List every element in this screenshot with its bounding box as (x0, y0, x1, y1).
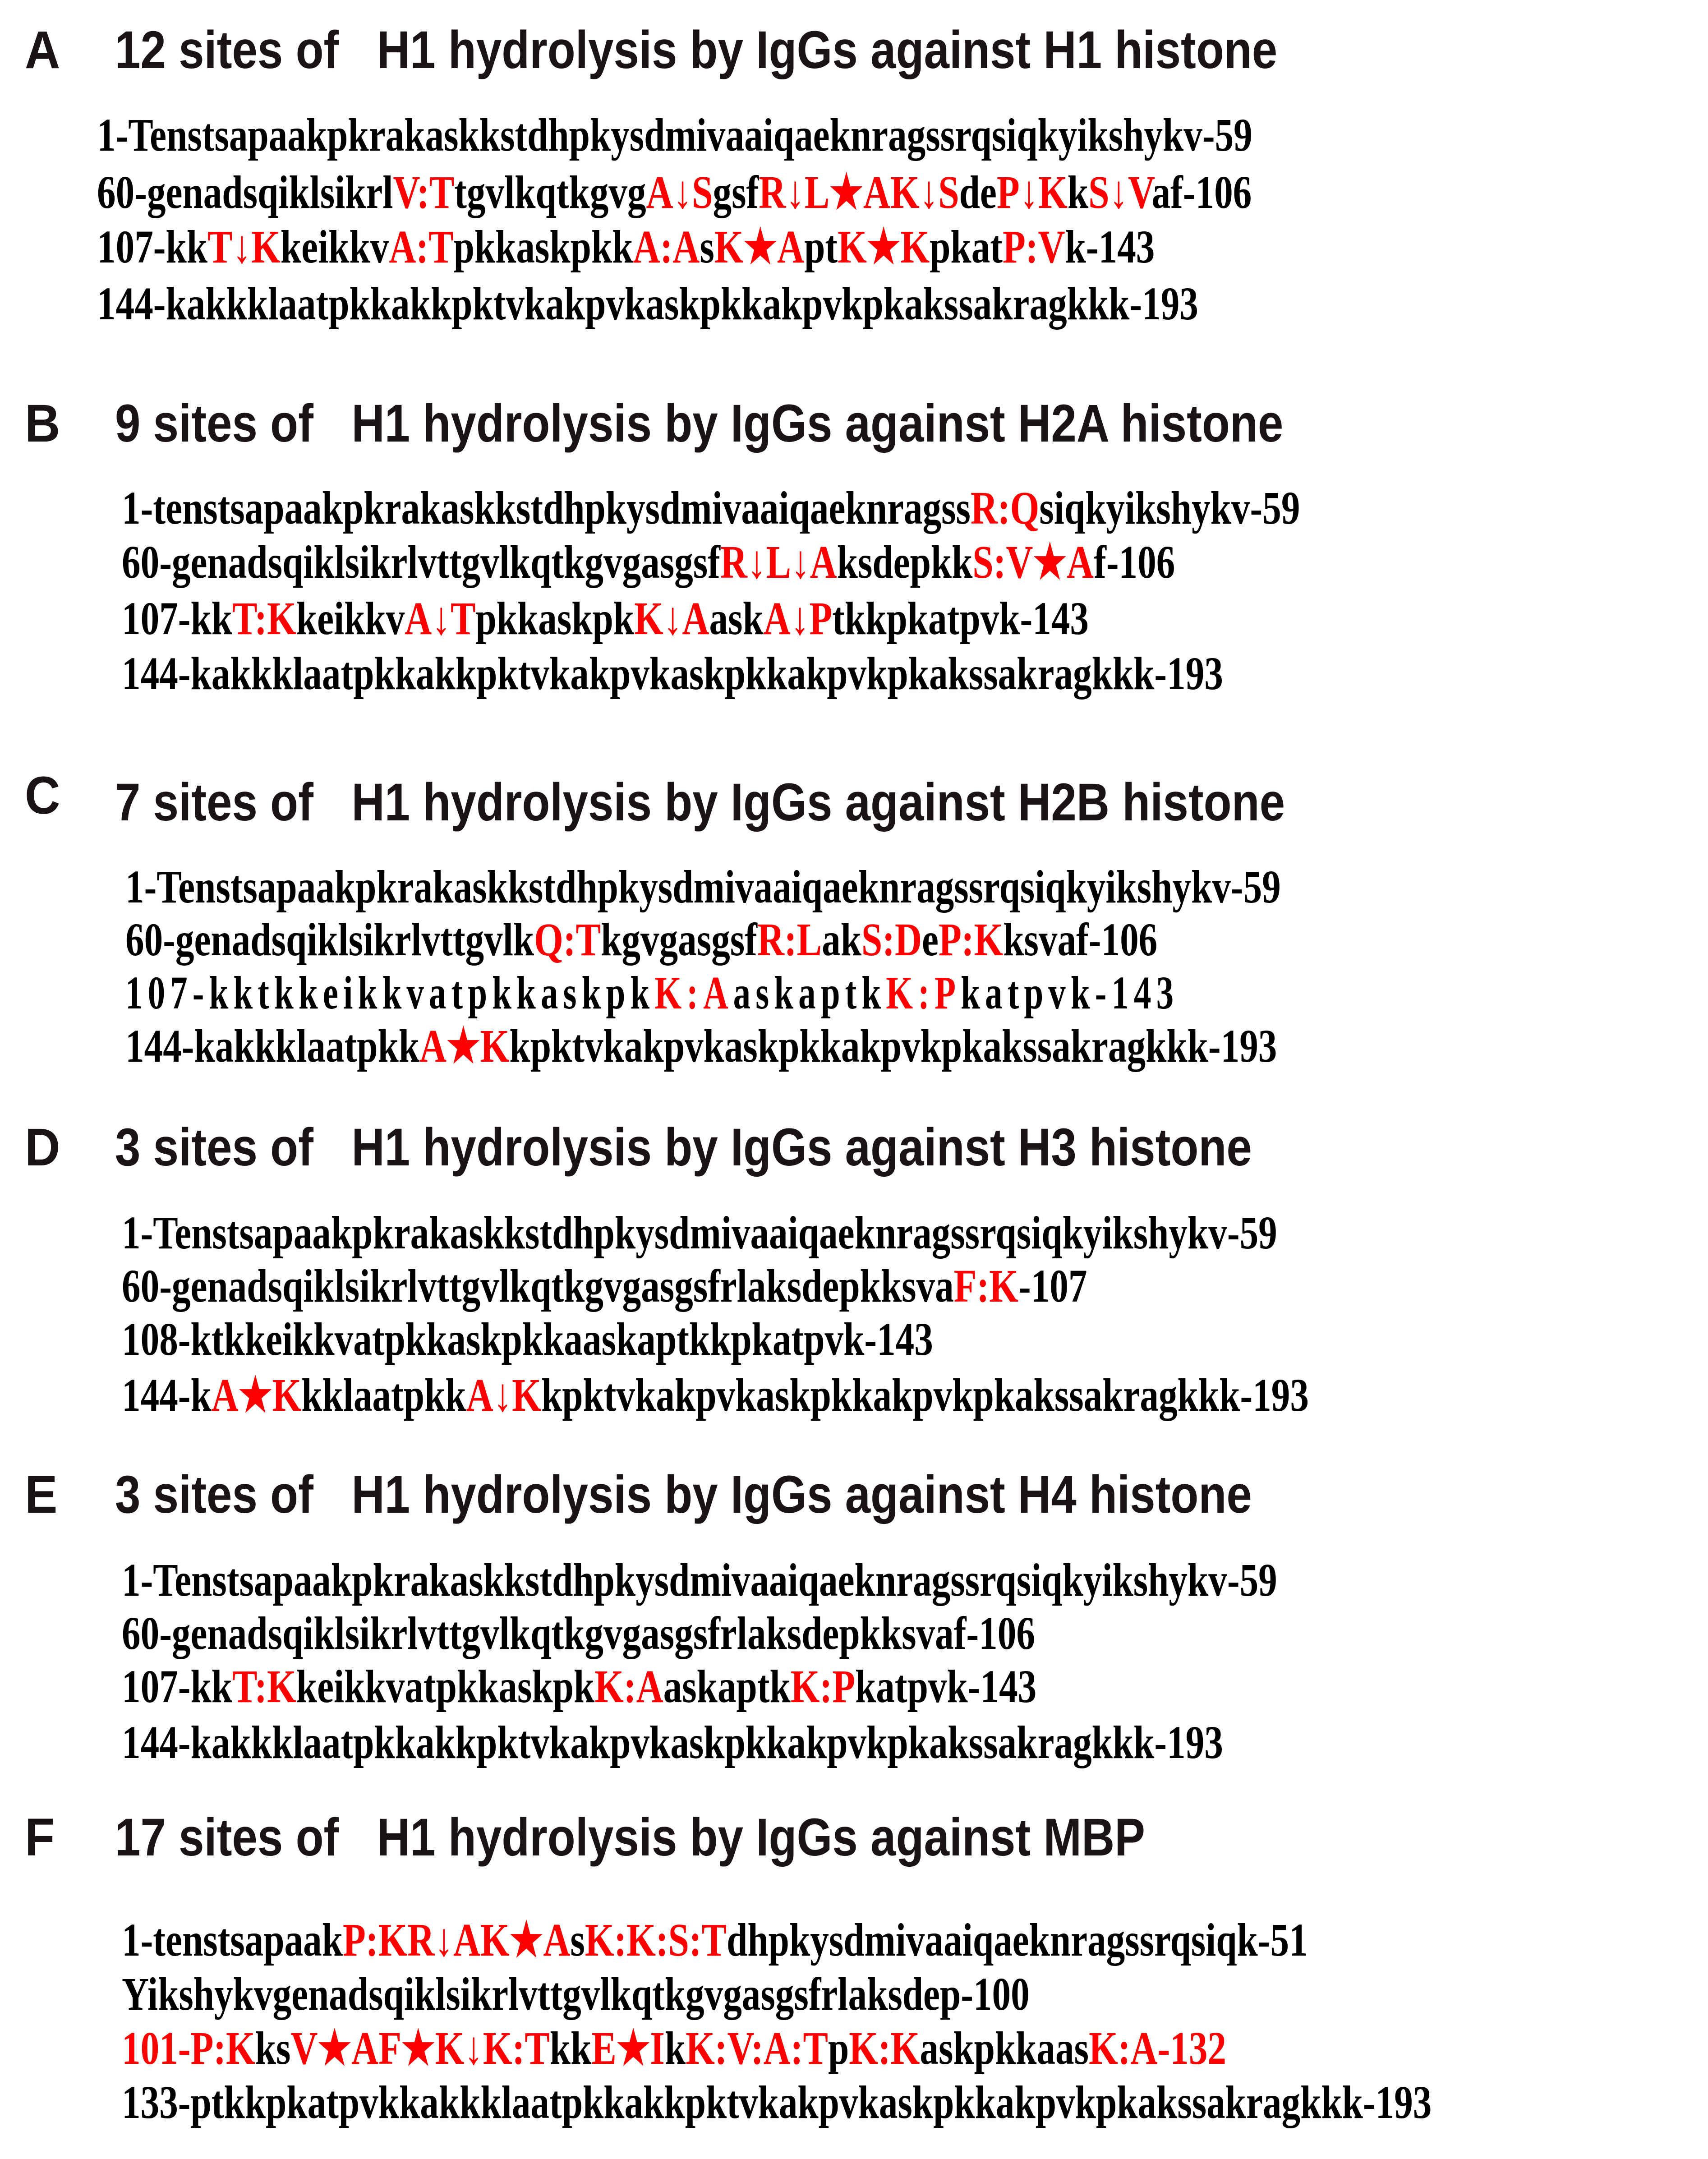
sequence-segment: pt (804, 221, 838, 273)
cleavage-site: R↓L↓A (720, 536, 837, 588)
sequence-segment: siqkyikshykv-59 (1039, 482, 1300, 534)
sequence-segment: ksdepkk (837, 536, 973, 588)
cleavage-site: A↓K (466, 1369, 541, 1421)
cleavage-site: K:P (886, 967, 961, 1019)
sequence-segment: pkkaskpkk (453, 221, 633, 273)
sequence-segment: 60-genadsqiklsikrlvttgvlkqtkgvgasgsfrlaksdepkksva (122, 1260, 954, 1312)
panel-title: 3 sites of H1 hydrolysis by IgGs against H4 histone (115, 1465, 1252, 1524)
sequence-segment: askaptk (733, 967, 886, 1019)
cleavage-site: V★AF★K↓K:T (290, 2022, 550, 2074)
sequence-segment: keikkv (280, 221, 389, 273)
sequence-line (125, 861, 1281, 913)
sequence-segment: s (570, 1914, 585, 1966)
sequence-segment: kpktvkakpvkaskpkkakpvkpkakssakragkkk-193 (509, 1020, 1277, 1072)
sequence-line (122, 1369, 1309, 1421)
sequence-line (122, 1207, 1277, 1259)
sequence-segment: 1-tenstsapaak (122, 1914, 343, 1966)
sequence-segment: pkkaskpk (475, 593, 635, 644)
sequence-segment: 1-Tenstsapaakpkrakaskkstdhpkysdmivaaiqaeknragssrqsiqkyikshykv-59 (97, 109, 1252, 161)
panel-title: 17 sites of H1 hydrolysis by IgGs against MBP (115, 1808, 1145, 1867)
sequence-segment: 144-k (122, 1369, 212, 1421)
cleavage-site: K:A-132 (1089, 2022, 1227, 2074)
sequence-segment: s (700, 221, 714, 273)
sequence-line (122, 2022, 1227, 2074)
cleavage-site: K:A (594, 1661, 663, 1712)
panel-label: F (25, 1808, 55, 1867)
sequence-line (122, 2076, 1432, 2128)
cleavage-site: Q:T (534, 914, 601, 966)
cleavage-site: K★A (714, 221, 805, 273)
sequence-segment: f-106 (1094, 536, 1175, 588)
cleavage-site: K:K:S:T (585, 1914, 727, 1966)
sequence-line (97, 109, 1252, 161)
panel-e (0, 1439, 1708, 1772)
sequence-segment: 60-genadsqiklsikrlvttgvlkqtkgvgasgsfrlaksdepkksvaf-106 (122, 1607, 1035, 1659)
panel-label: A (25, 20, 60, 80)
cleavage-site: S:V★A (972, 536, 1094, 588)
sequence-segment: 133-ptkkpkatpvkkakkklaatpkkakkpktvkakpvkaskpkkakpvkpkakssakragkkk-193 (122, 2076, 1432, 2128)
sequence-segment: e (922, 914, 939, 966)
sequence-segment: k (664, 2022, 686, 2074)
sequence-line (97, 221, 1155, 273)
cleavage-site: K:V:A:T (686, 2022, 828, 2074)
cleavage-site: A★K (419, 1020, 510, 1072)
cleavage-site: S↓V (1088, 166, 1152, 218)
panel-f (0, 1786, 1708, 2159)
sequence-segment: ks (255, 2022, 291, 2074)
sequence-line (125, 967, 1179, 1019)
sequence-segment: kk (549, 2022, 592, 2074)
sequence-segment: k (1067, 166, 1089, 218)
sequence-segment: ak (822, 914, 861, 966)
cleavage-site: T:K (232, 593, 296, 644)
cleavage-site: 101-P:K (122, 2022, 255, 2074)
sequence-segment: 1-Tenstsapaakpkrakaskkstdhpkysdmivaaiqaeknragssrqsiqkyikshykv-59 (125, 861, 1281, 913)
cleavage-site: K:P (790, 1661, 856, 1712)
sequence-segment: 1-tenstsapaakpkrakaskkstdhpkysdmivaaiqaeknragss (122, 482, 971, 534)
cleavage-site: T↓K (207, 221, 281, 273)
sequence-segment: 107-kktkkeikkvatpkkaskpk (125, 967, 655, 1019)
cleavage-site: K↓A (634, 593, 709, 644)
cleavage-site: P:K (938, 914, 1004, 966)
cleavage-site: A★K (211, 1369, 302, 1421)
sequence-segment: 60-genadsqiklsikrlvttgvlkqtkgvgasgsf (122, 536, 720, 588)
sequence-segment: p (828, 2022, 849, 2074)
sequence-line (122, 1554, 1277, 1606)
sequence-segment: 107-kk (122, 593, 233, 644)
sequence-line (125, 914, 1158, 966)
cleavage-site: A:A (633, 221, 700, 273)
sequence-line (122, 1719, 1223, 1766)
sequence-line (122, 1313, 933, 1365)
panel-title: 9 sites of H1 hydrolysis by IgGs against H2A histone (115, 394, 1284, 453)
sequence-segment: Yikshykvgenadsqiklsikrlvttgvlkqtkgvgasgsfrlaksdep-100 (122, 1968, 1030, 2020)
cleavage-site: A↓T (405, 593, 476, 644)
sequence-line (122, 1260, 1087, 1312)
sequence-line (122, 1663, 1036, 1710)
panel-c (0, 749, 1708, 1082)
panel-label: B (25, 394, 60, 453)
sequence-segment: de (959, 166, 997, 218)
sequence-segment: 144-kakkklaatpkk (125, 1020, 420, 1072)
sequence-segment: kklaatpkk (301, 1369, 466, 1421)
sequence-line (122, 595, 1089, 642)
sequence-segment: katpvk-143 (855, 1661, 1037, 1712)
sequence-segment: 144-kakkklaatpkkakkpktvkakpvkaskpkkakpvkpkakssakragkkk-193 (122, 648, 1223, 700)
sequence-segment: -107 (1018, 1260, 1087, 1312)
cleavage-site: K★K (838, 221, 930, 273)
panel-label: C (25, 766, 60, 825)
sequence-segment: kgvgasgsf (601, 914, 757, 966)
sequence-segment: 1-Tenstsapaakpkrakaskkstdhpkysdmivaaiqaeknragssrqsiqkyikshykv-59 (122, 1554, 1277, 1606)
sequence-line (122, 648, 1223, 700)
cleavage-site: P:V (1003, 221, 1065, 273)
sequence-line (122, 1914, 1308, 1966)
cleavage-site: T:K (232, 1661, 296, 1712)
sequence-segment: ask (709, 593, 764, 644)
sequence-segment: 144-kakkklaatpkkakkpktvkakpvkaskpkkakpvkpkakssakragkkk-193 (122, 1717, 1223, 1768)
sequence-segment: tgvlkqtkgvg (454, 166, 646, 218)
sequence-line (97, 166, 1252, 218)
sequence-segment: pkat (930, 221, 1003, 273)
cleavage-site: R:Q (970, 482, 1040, 534)
cleavage-site: V:T (393, 166, 455, 218)
panel-d (0, 1091, 1708, 1425)
sequence-line (122, 482, 1300, 534)
panel-label: E (25, 1465, 58, 1524)
sequence-segment: katpvk-143 (961, 967, 1179, 1019)
sequence-line (122, 1607, 1035, 1659)
sequence-line (125, 1020, 1277, 1072)
cleavage-site: F:K (953, 1260, 1018, 1312)
sequence-line (97, 278, 1198, 330)
sequence-segment: 144-kakkklaatpkkakkpktvkakpvkaskpkkakpvkpkakssakragkkk-193 (97, 278, 1198, 330)
sequence-segment: ksvaf-106 (1003, 914, 1158, 966)
cleavage-site: K:A (654, 967, 733, 1019)
sequence-line (122, 1968, 1030, 2020)
sequence-segment: 60-genadsqiklsikrl (97, 166, 393, 218)
panel-b (0, 370, 1708, 713)
cleavage-site: P:KR↓AK★A (343, 1914, 571, 1966)
sequence-segment: 107-kk (122, 1661, 233, 1712)
cleavage-site: P↓K (996, 166, 1068, 218)
cleavage-site: R↓L★AK↓S (759, 166, 959, 218)
panel-title: 7 sites of H1 hydrolysis by IgGs against H2B histone (115, 773, 1285, 832)
sequence-segment: tkkpkatpvk-143 (832, 593, 1089, 644)
cleavage-site: A:T (389, 221, 454, 273)
panel-label: D (25, 1118, 60, 1177)
sequence-segment: kpktvkakpvkaskpkkakpvkpkakssakragkkk-193 (541, 1369, 1309, 1421)
cleavage-site: S:D (861, 914, 922, 966)
sequence-segment: 60-genadsqiklsikrlvttgvlk (125, 914, 534, 966)
sequence-segment: gsf (713, 166, 759, 218)
cleavage-site: K:K (849, 2022, 920, 2074)
sequence-segment: af-106 (1151, 166, 1252, 218)
cleavage-site: A↓S (646, 166, 713, 218)
panel-a (0, 0, 1708, 343)
sequence-segment: askpkkaas (920, 2022, 1089, 2074)
panel-title: 12 sites of H1 hydrolysis by IgGs against H1 histone (115, 20, 1278, 80)
panel-title: 3 sites of H1 hydrolysis by IgGs against H3 histone (115, 1118, 1252, 1177)
sequence-segment: 108-ktkkeikkvatpkkaskpkkaaskaptkkpkatpvk-143 (122, 1313, 933, 1365)
sequence-segment: k-143 (1065, 221, 1155, 273)
sequence-segment: 1-Tenstsapaakpkrakaskkstdhpkysdmivaaiqaeknragssrqsiqkyikshykv-59 (122, 1207, 1277, 1259)
sequence-segment: keikkvatpkkaskpk (296, 1661, 595, 1712)
sequence-segment: dhpkysdmivaaiqaeknragssrqsiqk-51 (727, 1914, 1308, 1966)
cleavage-site: R:L (757, 914, 822, 966)
sequence-segment: 107-kk (97, 221, 208, 273)
cleavage-site: E★I (591, 2022, 665, 2074)
sequence-line (122, 536, 1175, 588)
sequence-segment: keikkv (296, 593, 405, 644)
cleavage-site: A↓P (763, 593, 833, 644)
sequence-segment: askaptk (663, 1661, 791, 1712)
